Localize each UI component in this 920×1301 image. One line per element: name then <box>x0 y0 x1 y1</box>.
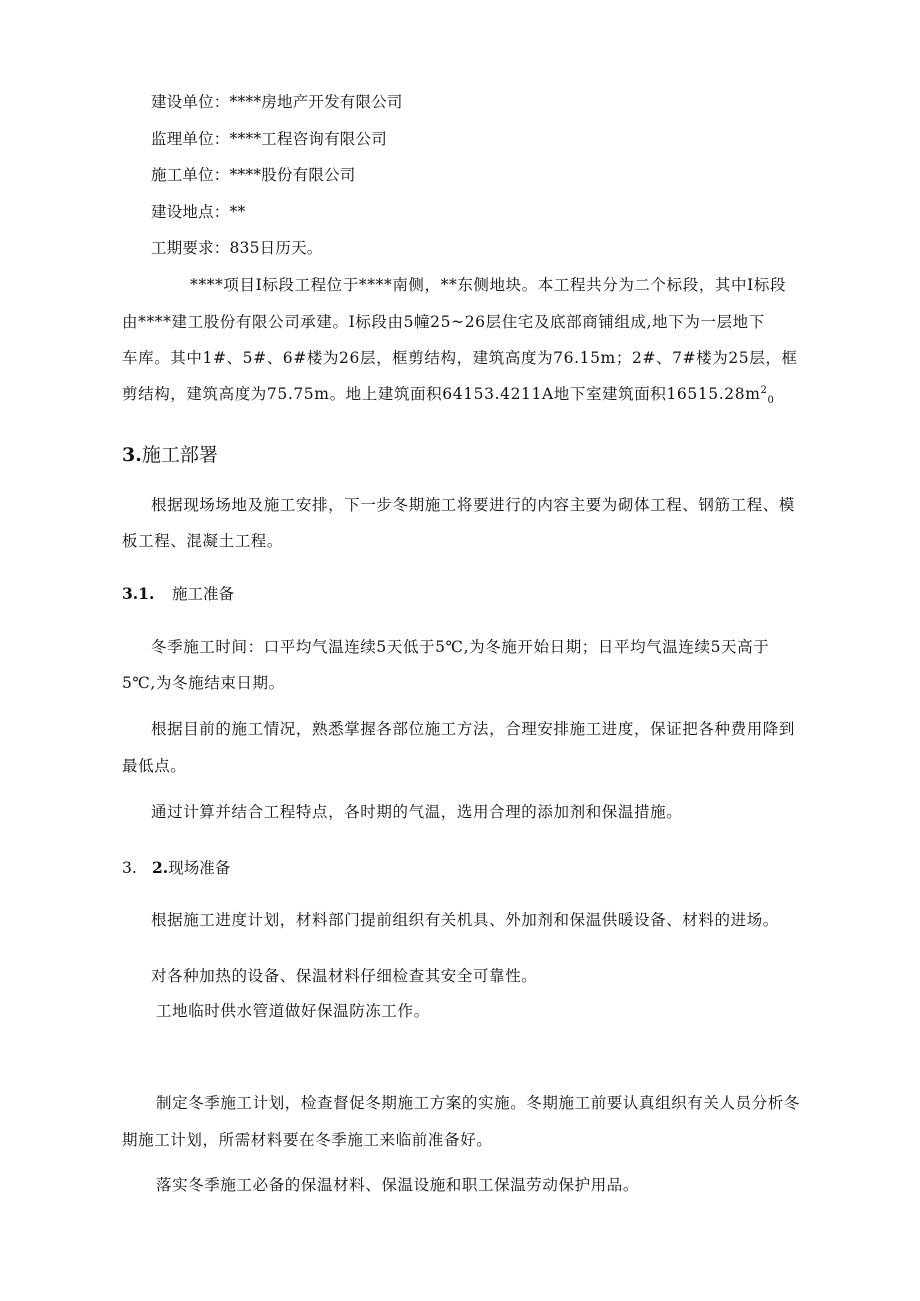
section-3-1-p1-line-1: 冬季施工时间：口平均气温连续5天低于5℃,为冬施开始日期；日平均气温连续5天高于 <box>151 638 770 656</box>
section-3-number: 3. <box>122 444 142 466</box>
section-3-2-number-a: 3. <box>122 859 137 877</box>
section-3-title: 施工部署 <box>141 444 218 466</box>
client-line: 建设单位：****房地产开发有限公司 <box>151 93 403 111</box>
section-3-1-p2-line-1: 根据目前的施工情况，熟悉掌握各部位施工方法，合理安排施工进度，保证把各种费用降到 <box>151 720 796 738</box>
section-3-2-heading <box>122 858 230 878</box>
section-3-2-p1: 根据施工进度计划，材料部门提前组织有关机具、外加剂和保温供暖设备、材料的进场。 <box>151 911 779 929</box>
section-3-1-p2-line-2: 最低点。 <box>122 757 187 775</box>
section-3-heading <box>122 443 218 467</box>
section-3-2-p4-line-2: 期施工计划，所需材料要在冬季施工来临前准备好。 <box>122 1131 493 1149</box>
section-3-intro-line-2: 板工程、混凝土工程。 <box>122 532 284 550</box>
overview-line-3: 车库。其中1#、5#、6#楼为26层，框剪结构，建筑高度为76.15m；2#、7#楼为25层，框 <box>122 349 798 367</box>
overview-line-4 <box>122 384 775 407</box>
section-3-2-number-b: 2. <box>152 858 169 877</box>
supervisor-line: 监理单位：****工程咨询有限公司 <box>151 130 387 148</box>
section-3-1-title: 施工准备 <box>172 585 235 603</box>
section-3-2-p2: 对各种加热的设备、保温材料仔细检查其安全可靠性。 <box>151 967 538 985</box>
location-line: 建设地点：** <box>151 203 246 221</box>
section-3-1-p1-line-2: 5℃,为冬施结束日期。 <box>122 674 285 692</box>
duration-line: 工期要求：835日历天。 <box>151 239 323 257</box>
subscript-0: 0 <box>767 395 775 407</box>
section-3-2-p3: 工地临时供水管道做好保温防冻工作。 <box>156 1002 430 1020</box>
section-3-2-title: 现场准备 <box>168 859 231 877</box>
overview-line-2: 由****建工股份有限公司承建。Ⅰ标段由5幢25~26层住宅及底部商铺组成,地下为一层地下 <box>122 313 765 331</box>
section-3-intro-line-1: 根据现场场地及施工安排，下一步冬期施工将要进行的内容主要为砌体工程、钢筋工程、模 <box>151 496 796 514</box>
section-3-1-p3: 通过计算并结合工程特点，各时期的气温，选用合理的添加剂和保温措施。 <box>151 803 683 821</box>
overview-line-1: ****项目Ⅰ标段工程位于****南侧，**东侧地块。本工程共分为二个标段，其中Ⅰ标段 <box>190 276 787 294</box>
overview-line-4-text: 剪结构，建筑高度为75.75m。地上建筑面积64153.4211A地下室建筑面积16515.28m <box>122 385 761 403</box>
section-3-2-p5: 落实冬季施工必备的保温材料、保温设施和职工保温劳动保护用品。 <box>156 1176 640 1194</box>
section-3-2-p4-line-1: 制定冬季施工计划，检查督促冬期施工方案的实施。冬期施工前要认真组织有关人员分析冬 <box>156 1094 801 1112</box>
contractor-line: 施工单位：****股份有限公司 <box>151 166 356 184</box>
section-3-1-number: 3.1. <box>122 584 155 603</box>
section-3-1-heading <box>122 584 234 604</box>
superscript-2: 2 <box>760 384 768 396</box>
